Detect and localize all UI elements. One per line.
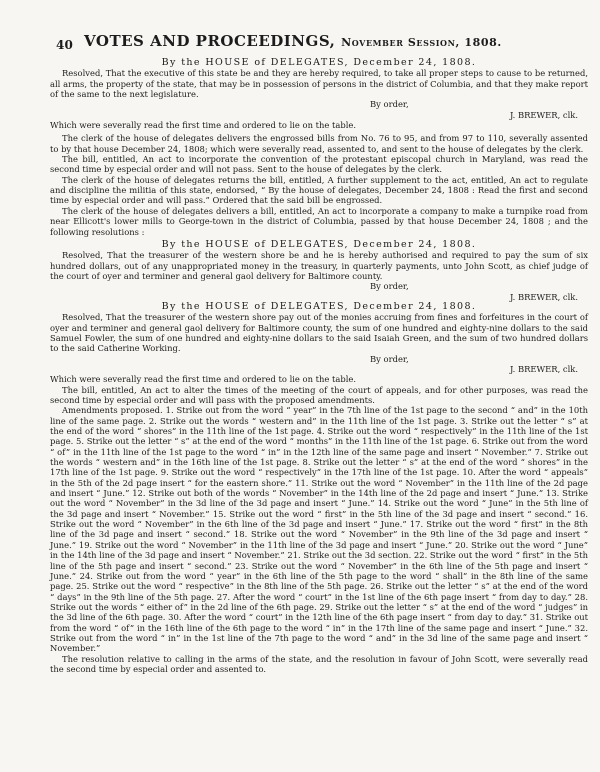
header-title-main: VOTES AND PROCEEDINGS, [84,32,336,50]
paragraph: The clerk of the house of delegates returns the bill, entitled, A further supplement to the act, entitled, An act to regulate and discipline the militia of this state, endorsed, “ By the house of delegates, December 24, 1808 : Read the first and second time by especial order and will pass.” Ordered that the said bill be engrossed. [50,174,588,206]
resolution-paragraph: Resolved, That the treasurer of the western shore pay out of the monies accruing from fines and forfeitures in the court of oyer and terminer and general gaol delivery for Baltimore county, the sum of one hundred and eighty-nine dollars to the said Samuel Fowler, the sum of one hundred and eighty-nine dollars to the said Isaiah Green, and the sum of two hundred dollars to the said Catherine Working. [50,312,588,354]
resolution-paragraph: Resolved, That the treasurer of the western shore be and he is hereby authorised and required to pay the sum of six hundred dollars, out of any unappropriated money in the treasury, in quarterly payments, unto John Scott, as chief judge of the court of oyer and terminer and general gaol delivery for Baltimore county. [50,250,588,281]
page-number: 40 [56,38,74,52]
paragraph: The resolution relative to calling in the arms of the state, and the resolution in favour of John Scott, were severally read the second time by especial order and assented to. [50,653,588,674]
header-title [70,32,502,50]
paragraph: The bill, entitled, An act to alter the times of the meeting of the court of appeals, and for other purposes, was read the second time by especial order and will pass with the proposed amendments. [50,384,588,405]
plain-paragraph: Which were severally read the first time and ordered to lie on the table. [50,374,357,385]
resolution-paragraph: Resolved, That the executive of this state be and they are hereby required, to take all proper steps to cause to be returned, all arms, the property of the state, that may be in possession of persons in the district of Columbia, and that they make report of the same to the next legislature. [50,68,588,100]
section-heading: By the HOUSE of DELEGATES, December 24, 1808. [161,57,477,68]
page-content [50,32,588,674]
running-header [50,32,588,58]
paragraph: The clerk of the house of delegates delivers a bill, entitled, An act to incorporate a company to make a turnpike road from near Ellicott's lower mills to George-town in the district of Columbia, passed by that house December 24, 1808 ; and the following resolutions : [50,205,588,237]
clerk-signature: J. BREWER, clk. [509,363,578,374]
clerk-signature: J. BREWER, clk. [509,109,578,120]
paragraph: The bill, entitled, An act to incorporate the convention of the protestant episcopal church in Maryland, was read the second time by especial order and will not pass. Sent to the house of delegates by the clerk. [50,154,588,175]
by-order: By order, [370,281,409,292]
section-heading: By the HOUSE of DELEGATES, December 24, 1808. [161,238,477,250]
section-heading: By the HOUSE of DELEGATES, December 24, 1808. [161,300,477,312]
amendments-paragraph: Amendments proposed. 1. Strike out from the word “ year” in the 7th line of the 1st page to the second “ and” in the 10th line of the same page. 2. Strike out the words “ western and” in the 11th line of the 1st page. 3. Strike out the letter “ s” at the end of the word “ shores” in the 11th line of the 1st page. 4. Strike out the word “ respectively” in the 11th line of the 1st page. 5. Strike out the letter “ s” at the end of the word “ months” in the 11th line of the 1st page. 6. Strike out from the word “ of” in the 11th line of the 1st page to the word “ in” in the 12th line of the same page and insert “ November.” 7. Strike out the words “ western and” in the 16th line of the 1st page. 8. Strike out the letter “ s” at the end of the word “ shores” in the 17th line of the 1st page. 9. Strike out the word “ respectively” in the 17th line of the 1st page. 10. After the word “ appeals” in the 5th of the 2d page insert “ for the eastern shore.” 11. Strike out the word “ November” in the 11th line of the 2d page and insert “ June.” 12. Strike out both of the words “ November” in the 14th line of the 2d page and insert “ June.” 13. Strike out the word “ November” in the 3d line of the 3d page and insert “ June.” 14. Strike out the word “ June” in the 5th line of the 3d page and insert “ November.” 15. Strike out the word “ first” in the 5th line of the 3d page and insert “ second.” 16. Strike out the word “ November” in the 6th line of the 3d page and insert “ June.” 17. Strike out the word “ first” in the 8th line of the 3d page and insert “ second.” 18. Strike out the word “ November” in the 9th line of the 3d page and insert “ June.” 19. Strike out the word “ November” in the 11th line of the 3d page and insert “ June.” 20. Strike out the word “ June” in the 14th line of the 3d page and insert “ November.” 21. Strike out the 3d section. 22. Strike out the word “ first” in the 5th line of the 5th page and insert “ second.” 23. Strike out the word “ November” in the 6th line of the 5th page and insert “ June.” 24. Strike out from the word “ year” in the 6th line of the 5th page to the word “ shall” in the 8th line of the same page. 25. Strike out the word “ respective” in the 8th line of the 5th page. 26. Strike out the letter “ s” at the end of the word “ days” in the 9th line of the 5th page. 27. After the word “ court” in the 1st line of the 6th page insert “ from day to day.” 28. Strike out the words “ either of” in the 2d line of the 6th page. 29. Strike out the letter “ s” at the end of the word “ judges” in the 3d line of the 6th page. 30. After the word “ court” in the 12th line of the 6th page insert “ from day to day.” 31. Strike out from the word “ of” in the 16th line of the 6th page to the word “ in” in the 17th line of the same page and insert “ June.” 32. Strike out from the word “ in” in the 1st line of the 7th page to the word “ and” in the 3d line of the same page and insert “ November.” [50,405,588,654]
paragraph: The clerk of the house of delegates delivers the engrossed bills from No. 76 to 95, and from 97 to 110, severally assented to by that house December 24, 1808; which were severally read, assented to, and sent to the house of delegates by the clerk. [50,133,588,154]
plain-paragraph: Which were severally read the first time and ordered to lie on the table. [50,120,357,131]
by-order: By order, [370,99,409,110]
by-order: By order, [370,353,409,364]
clerk-signature: J. BREWER, clk. [509,291,578,302]
header-session: November Session, 1808. [341,36,502,49]
